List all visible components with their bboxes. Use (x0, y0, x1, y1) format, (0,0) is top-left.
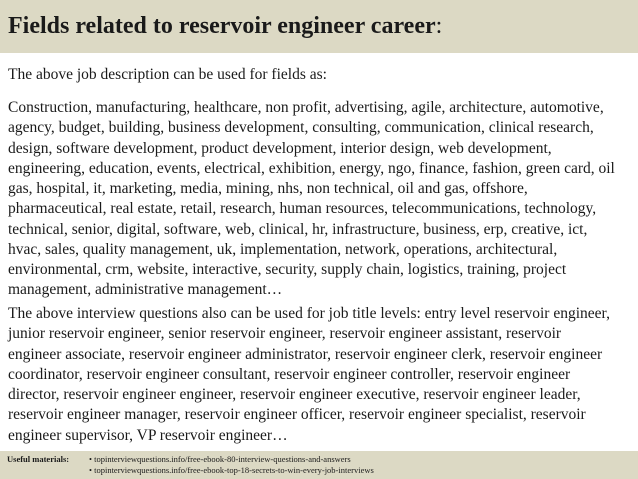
levels-line: engineer associate, reservoir engineer administrator, reservoir engineer clerk, reservoir engineer (8, 345, 603, 363)
fields-line: engineering, education, events, electrical, exhibition, energy, ngo, finance, fashion, green card, oil (8, 159, 615, 177)
levels-paragraph (8, 304, 633, 446)
footer-link-ebook-18-secrets[interactable]: • topinterviewquestions.info/free-ebook-top-18-secrets-to-win-every-job-interviews (89, 465, 374, 475)
footer (0, 451, 638, 479)
levels-line: director, reservoir engineer engineer, reservoir engineer executive, reservoir engineer leader, (8, 386, 581, 403)
fields-line: technical, senior, digital, software, web, clinical, hr, infrastructure, business, erp, creative, ict, (8, 220, 588, 238)
footer-row (7, 465, 638, 476)
page-title (8, 11, 638, 41)
footer-link-ebook-80-questions[interactable]: • topinterviewquestions.info/free-ebook-80-interview-questions-and-answers (89, 454, 351, 464)
intro-text: The above job description can be used for fields as: (8, 66, 327, 83)
footer-label: Useful materials: (7, 454, 70, 464)
levels-line: reservoir engineer manager, reservoir engineer officer, reservoir engineer specialist, reservoir (8, 406, 586, 424)
fields-line: environmental, crm, website, interactive, security, supply chain, logistics, training, project (8, 261, 567, 278)
fields-line: hvac, sales, quality management, uk, implementation, network, operations, architectural, (8, 240, 558, 258)
fields-line: design, software development, product development, interior design, web development, (8, 139, 552, 157)
levels-line: coordinator, reservoir engineer consultant, reservoir engineer controller, reservoir engineer (8, 365, 571, 383)
fields-line: agency, budget, building, business development, consulting, communication, clinical research, (8, 119, 594, 137)
footer-row (7, 454, 638, 465)
levels-line: The above interview questions also can be used for job title levels: entry level reservoir engineer, (8, 305, 610, 322)
fields-line: management, administrative management… (8, 281, 283, 299)
fields-line: Construction, manufacturing, healthcare, non profit, advertising, agile, architecture, automotive, (8, 99, 604, 116)
page-title-text: Fields related to reservoir engineer career (8, 13, 436, 39)
fields-line: pharmaceutical, real estate, retail, research, human resources, telecommunications, technology, (8, 200, 597, 218)
footer-spacer (7, 465, 89, 476)
levels-line: junior reservoir engineer, senior reservoir engineer, reservoir engineer assistant, reservoir (8, 325, 562, 343)
title-bar (0, 0, 638, 53)
levels-line: engineer supervisor, VP reservoir engineer… (8, 426, 288, 444)
fields-line: gas, hospital, it, marketing, media, mining, nhs, non technical, oil and gas, offshore, (8, 180, 528, 197)
fields-paragraph (8, 98, 633, 301)
title-colon: : (435, 13, 443, 39)
